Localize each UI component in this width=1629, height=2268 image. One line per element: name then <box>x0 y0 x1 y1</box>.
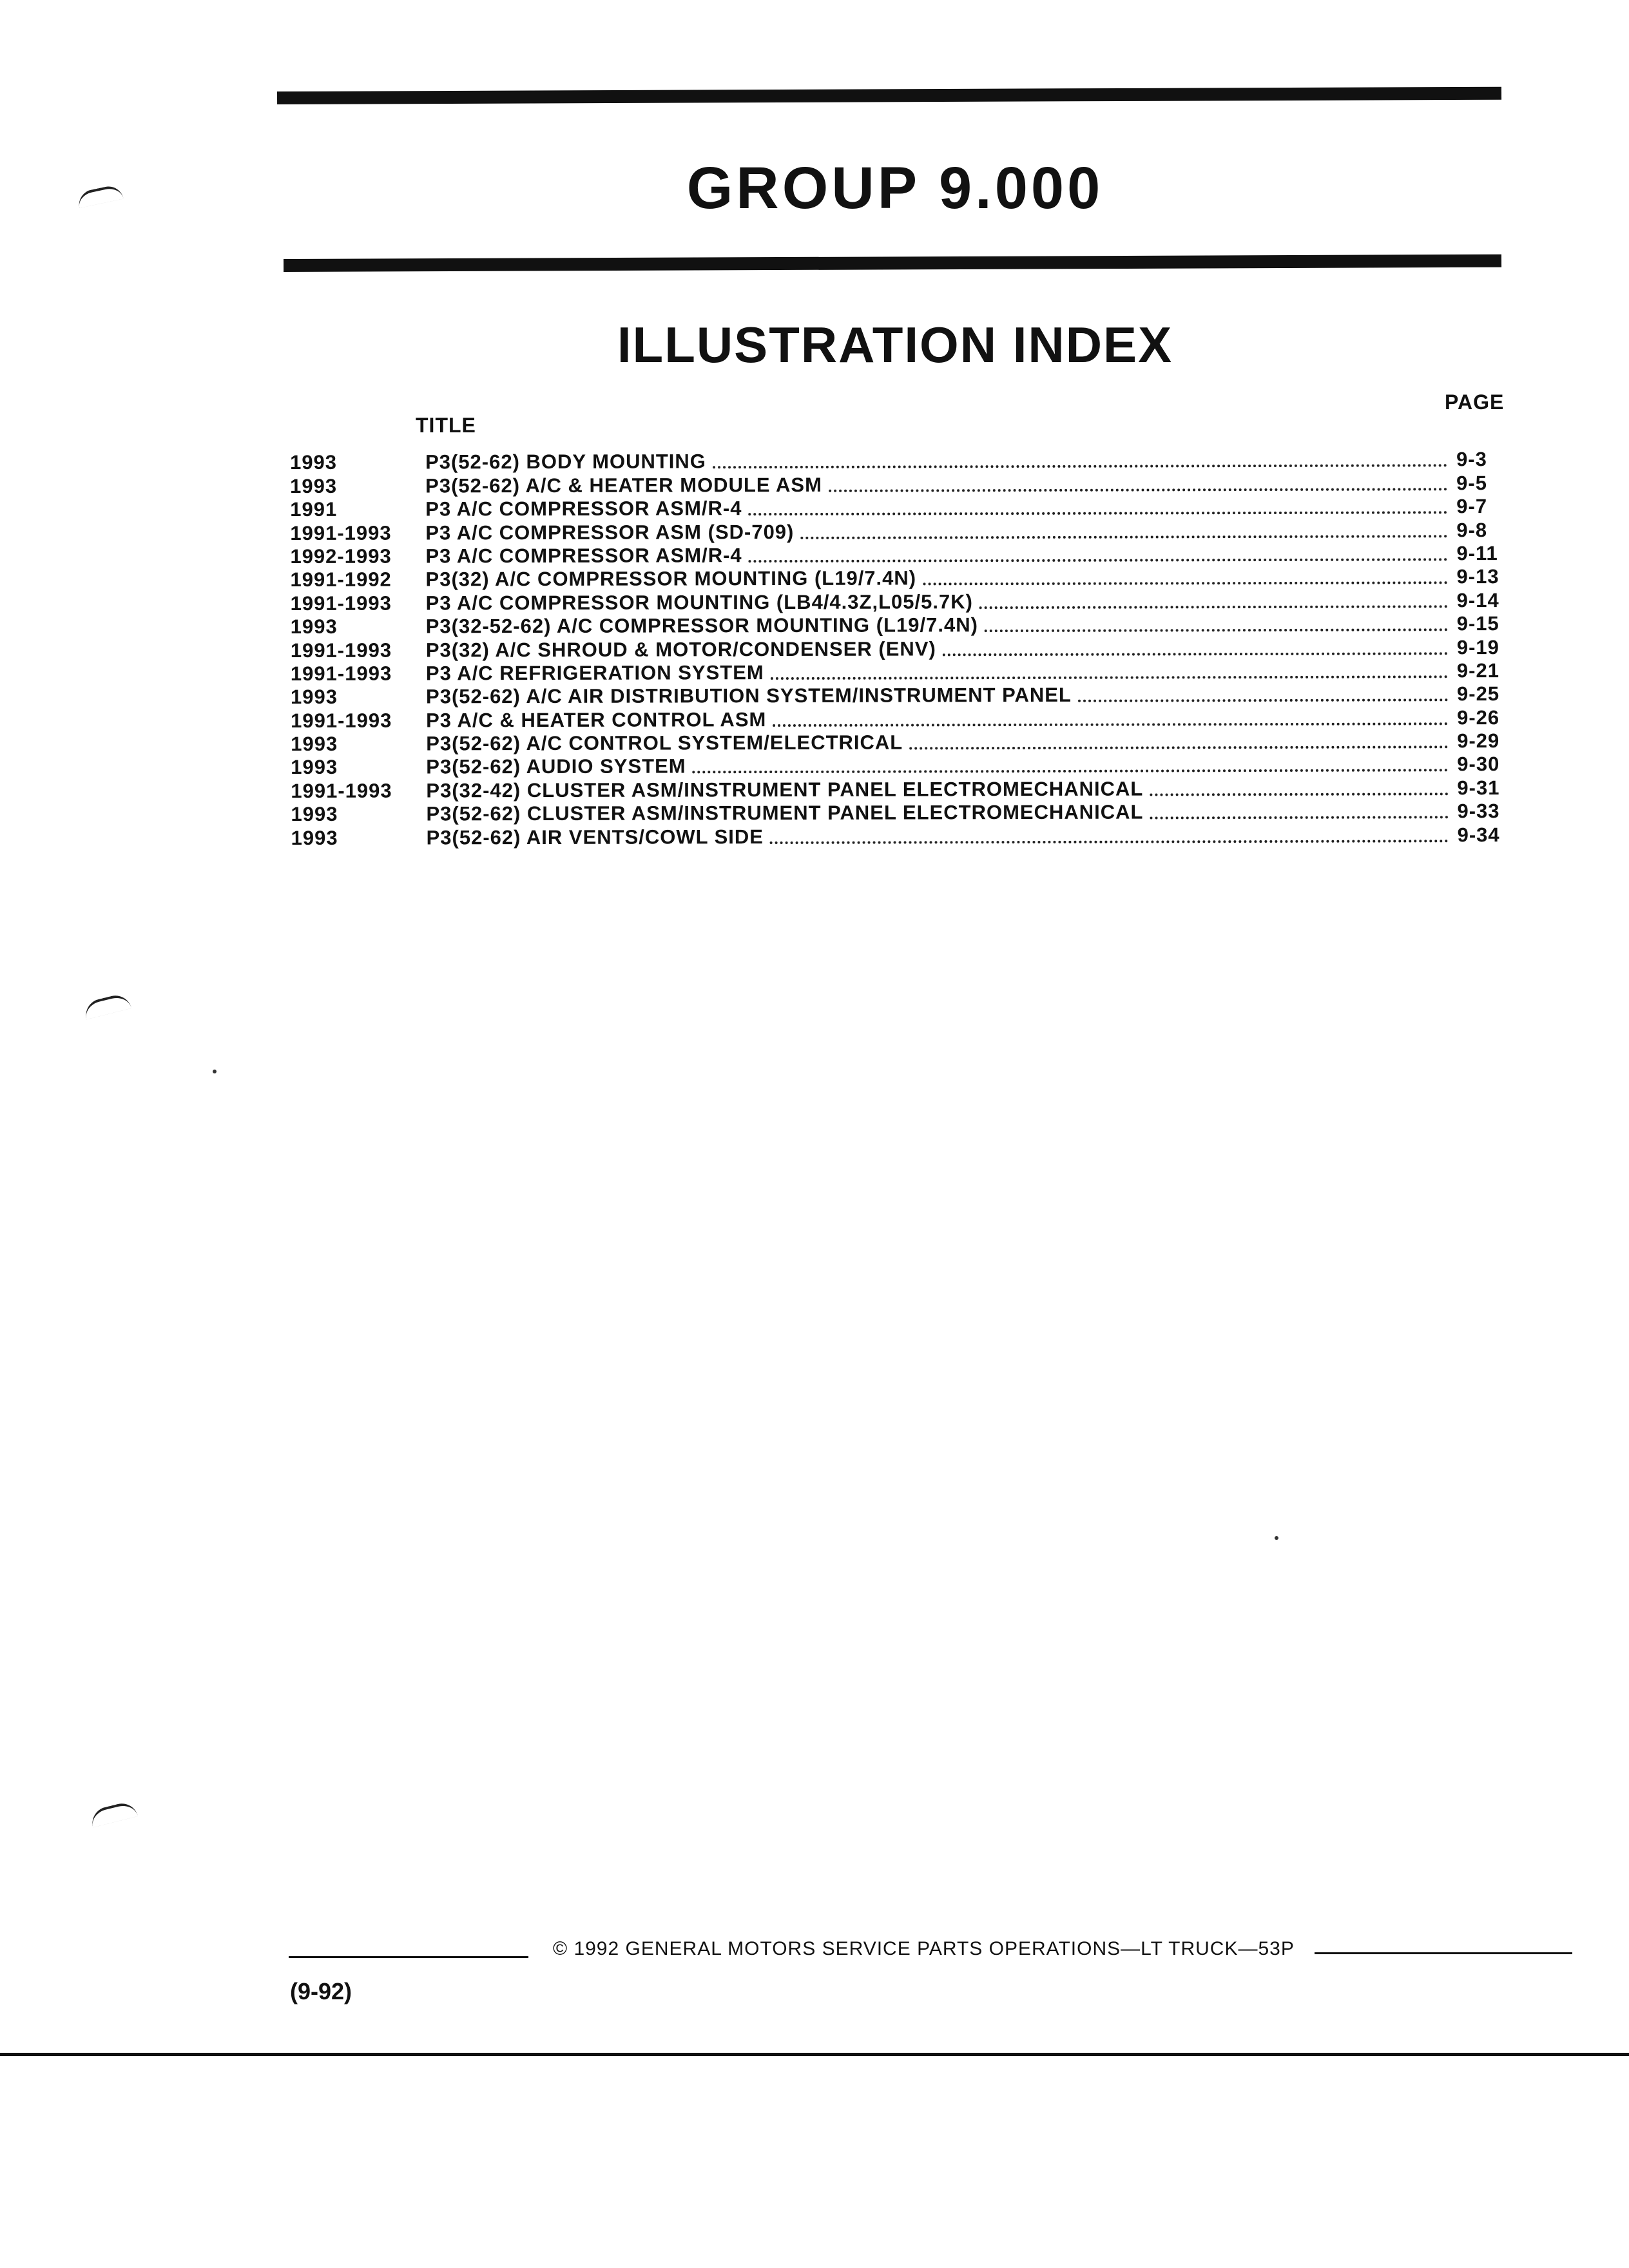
entry-page-number: 9-13 <box>1456 565 1499 588</box>
dot-leader <box>923 582 1447 586</box>
entry-year: 1992-1993 <box>290 544 392 568</box>
scan-speck <box>1275 1536 1278 1540</box>
group-title: GROUP 9.000 <box>686 155 1104 221</box>
entry-page-number: 9-19 <box>1456 635 1499 658</box>
scan-mark <box>89 1800 138 1828</box>
entry-title: P3(52-62) A/C & HEATER MODULE ASM <box>425 473 822 497</box>
entry-year: 1993 <box>290 686 338 709</box>
entry-year: 1991 <box>290 497 338 521</box>
entry-page-number: 9-31 <box>1457 776 1500 800</box>
footer-rule-left <box>289 1956 528 1958</box>
index-entry <box>290 542 1527 568</box>
index-entry <box>291 729 1528 756</box>
entry-title: P3(32-52-62) A/C COMPRESSOR MOUNTING (L19/7.4N) <box>425 613 978 638</box>
index-entry <box>291 612 1528 639</box>
index-entry <box>290 448 1527 474</box>
entry-title: P3(52-62) CLUSTER ASM/INSTRUMENT PANEL ELECTROMECHANICAL <box>426 800 1144 825</box>
top-heavy-rule <box>277 87 1501 104</box>
dot-leader <box>829 488 1447 492</box>
entry-page-number: 9-34 <box>1457 823 1500 846</box>
dot-leader <box>749 558 1448 562</box>
entry-title: P3 A/C COMPRESSOR ASM/R-4 <box>425 544 742 568</box>
dot-leader <box>713 465 1447 469</box>
entry-year: 1991-1993 <box>291 709 392 732</box>
dot-leader <box>1150 793 1448 796</box>
entry-year: 1993 <box>290 451 338 474</box>
entry-page-number: 9-30 <box>1457 753 1500 776</box>
entry-year: 1991-1993 <box>290 639 392 662</box>
page-column-header: PAGE <box>1445 390 1505 414</box>
dot-leader <box>770 840 1449 844</box>
dot-leader <box>1150 816 1448 820</box>
dot-leader <box>800 535 1447 539</box>
entry-year: 1993 <box>291 803 338 826</box>
entry-title: P3 A/C COMPRESSOR ASM (SD-709) <box>425 520 795 544</box>
scan-mark <box>82 992 131 1020</box>
entry-page-number: 9-14 <box>1456 588 1499 611</box>
entry-title: P3(32-42) CLUSTER ASM/INSTRUMENT PANEL ELECTROMECHANICAL <box>426 777 1144 802</box>
entry-title: P3(52-62) AUDIO SYSTEM <box>426 754 686 778</box>
index-entry <box>290 565 1527 591</box>
entry-title: P3(32) A/C COMPRESSOR MOUNTING (L19/7.4N) <box>425 566 917 591</box>
entry-page-number: 9-5 <box>1456 471 1487 495</box>
index-entry <box>291 658 1528 685</box>
footer-rule-right <box>1315 1952 1572 1954</box>
illustration-index-list <box>290 448 1528 850</box>
entry-year: 1991-1992 <box>290 568 392 591</box>
title-column-header: TITLE <box>416 414 476 437</box>
entry-title: P3 A/C COMPRESSOR ASM/R-4 <box>425 497 742 521</box>
entry-page-number: 9-26 <box>1457 706 1500 729</box>
entry-title: P3 A/C & HEATER CONTROL ASM <box>426 707 767 732</box>
entry-year: 1993 <box>290 615 338 639</box>
footer-copyright: © 1992 GENERAL MOTORS SERVICE PARTS OPERATIONS—LT TRUCK—53P <box>553 1938 1295 1959</box>
index-entry <box>291 753 1528 779</box>
index-entry <box>290 495 1527 521</box>
middle-heavy-rule <box>284 255 1501 272</box>
entry-page-number: 9-8 <box>1456 518 1488 541</box>
dot-leader <box>909 745 1448 749</box>
entry-year: 1991-1993 <box>290 662 392 685</box>
entry-year: 1991-1993 <box>290 521 392 544</box>
entry-year: 1991-1993 <box>291 779 392 802</box>
dot-leader <box>943 652 1448 656</box>
entry-page-number: 9-7 <box>1456 495 1488 518</box>
index-entry <box>291 776 1528 802</box>
index-entry <box>291 682 1528 709</box>
dot-leader <box>693 769 1449 774</box>
dot-leader <box>979 605 1448 609</box>
entry-page-number: 9-29 <box>1457 729 1500 753</box>
edition-code: (9-92) <box>290 1978 352 2004</box>
index-entry <box>291 706 1528 732</box>
entry-page-number: 9-15 <box>1456 612 1499 635</box>
entry-title: P3(52-62) BODY MOUNTING <box>425 450 706 474</box>
index-entry <box>291 800 1528 826</box>
bottom-rule <box>0 2053 1629 2056</box>
entry-title: P3(52-62) A/C CONTROL SYSTEM/ELECTRICAL <box>426 731 903 755</box>
entry-title: P3(52-62) AIR VENTS/COWL SIDE <box>426 825 764 849</box>
index-entry <box>290 518 1527 544</box>
entry-title: P3 A/C COMPRESSOR MOUNTING (LB4/4.3Z,L05/5.7K) <box>425 590 973 615</box>
entry-year: 1993 <box>291 732 338 756</box>
dot-leader <box>748 511 1447 515</box>
index-entry <box>291 635 1528 662</box>
dot-leader <box>1078 699 1448 703</box>
entry-title: P3(52-62) A/C AIR DISTRIBUTION SYSTEM/INSTRUMENT PANEL <box>425 684 1072 708</box>
scan-speck <box>213 1070 217 1073</box>
entry-page-number: 9-33 <box>1457 800 1500 823</box>
index-entry <box>290 471 1527 497</box>
dot-leader <box>985 628 1448 632</box>
index-entry <box>291 588 1528 615</box>
index-entry <box>291 823 1528 849</box>
entry-year: 1993 <box>290 474 338 497</box>
index-title: ILLUSTRATION INDEX <box>617 316 1173 373</box>
entry-page-number: 9-25 <box>1456 682 1500 706</box>
entry-title: P3 A/C REFRIGERATION SYSTEM <box>425 660 764 685</box>
entry-page-number: 9-11 <box>1456 542 1498 565</box>
entry-page-number: 9-3 <box>1456 448 1487 471</box>
dot-leader <box>773 722 1448 727</box>
dot-leader <box>771 675 1448 680</box>
entry-year: 1993 <box>291 826 338 849</box>
entry-year: 1993 <box>291 756 338 779</box>
entry-page-number: 9-21 <box>1456 658 1499 682</box>
entry-year: 1991-1993 <box>290 591 392 615</box>
entry-title: P3(32) A/C SHROUD & MOTOR/CONDENSER (ENV) <box>425 637 936 661</box>
